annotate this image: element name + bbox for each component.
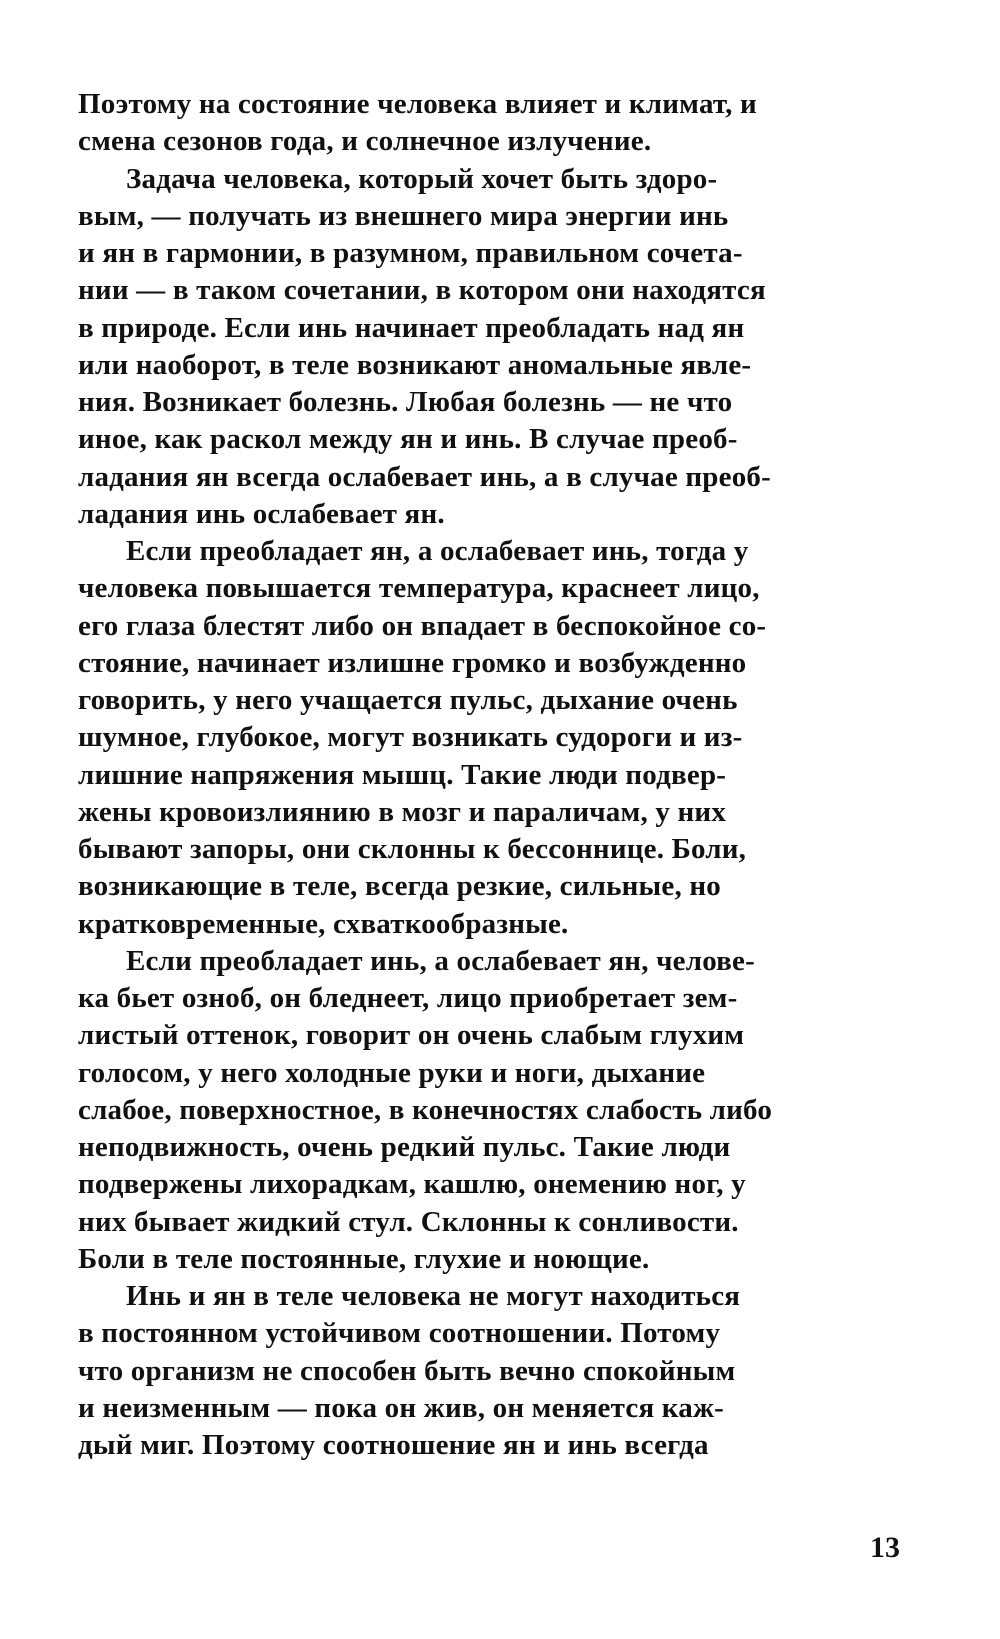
text-line: ка бьет озноб, он бледнеет, лицо приобретает зем-	[78, 982, 738, 1014]
paragraph-start-line: Если преобладает ян, а ослабевает инь, тогда у	[126, 535, 749, 567]
text-line: Поэтому на состояние человека влияет и климат, и	[78, 88, 757, 120]
text-line: нии — в таком сочетании, в котором они находятся	[78, 274, 766, 307]
text-line: вым, — получать из внешнего мира энергии инь	[78, 199, 729, 232]
text-line: жены кровоизлиянию в мозг и параличам, у них	[78, 795, 727, 828]
text-line: или наоборот, в теле возникают аномальные явле-	[78, 348, 752, 381]
text-line: и ян в гармонии, в разумном, правильном сочета-	[78, 237, 743, 269]
body-text	[78, 86, 946, 1464]
text-line: иное, как раскол между ян и инь. В случае преоб-	[78, 423, 738, 456]
text-line: кратковременные, схваткообразные.	[78, 907, 569, 940]
text-line: возникающие в теле, всегда резкие, сильные, но	[78, 870, 721, 903]
text-line: его глаза блестят либо он впадает в беспокойное со-	[78, 609, 767, 642]
page-number: 13	[870, 1531, 900, 1564]
text-line: бывают запоры, они склонны к бессоннице. Боли,	[78, 833, 747, 865]
text-line: в постоянном устойчивом соотношении. Потому	[78, 1317, 721, 1350]
text-line: стояние, начинает излишне громко и возбужденно	[78, 646, 747, 679]
text-line: и неизменным — пока он жив, он меняется каж-	[78, 1391, 725, 1424]
text-line: голосом, у него холодные руки и ноги, дыхание	[78, 1056, 706, 1089]
text-line: слабое, поверхностное, в конечностях слабость либо	[78, 1093, 773, 1126]
paragraph-start-line: Если преобладает инь, а ослабевает ян, челове-	[126, 944, 755, 977]
text-line: подвержены лихорадкам, кашлю, онемению ног, у	[78, 1168, 746, 1201]
text-line: лишние напряжения мышц. Такие люди подвер-	[78, 758, 727, 791]
text-line: человека повышается температура, краснеет лицо,	[78, 572, 760, 605]
text-line: них бывает жидкий стул. Склонны к сонливости.	[78, 1205, 739, 1238]
text-line: Боли в теле постоянные, глухие и ноющие.	[78, 1242, 650, 1275]
text-line: ладания инь ослабевает ян.	[78, 497, 445, 530]
text-line: дый миг. Поэтому соотношение ян и инь всегда	[78, 1429, 709, 1461]
text-line: листый оттенок, говорит он очень слабым глухим	[78, 1019, 745, 1052]
text-line: в природе. Если инь начинает преобладать над ян	[78, 311, 745, 344]
paragraph-start-line: Инь и ян в теле человека не могут находиться	[126, 1280, 741, 1312]
text-line: ния. Возникает болезнь. Любая болезнь — не что	[78, 386, 733, 418]
text-line: неподвижность, очень редкий пульс. Такие люди	[78, 1131, 731, 1163]
text-line: говорить, у него учащается пульс, дыхание очень	[78, 684, 738, 716]
paragraph-start-line: Задача человека, который хочет быть здоро-	[126, 162, 718, 195]
text-line: шумное, глубокое, могут возникать судороги и из-	[78, 721, 743, 754]
text-line: что организм не способен быть вечно спокойным	[78, 1354, 736, 1387]
text-line: ладания ян всегда ослабевает инь, а в случае преоб-	[78, 460, 771, 493]
text-line: смена сезонов года, и солнечное излучение.	[78, 125, 652, 158]
